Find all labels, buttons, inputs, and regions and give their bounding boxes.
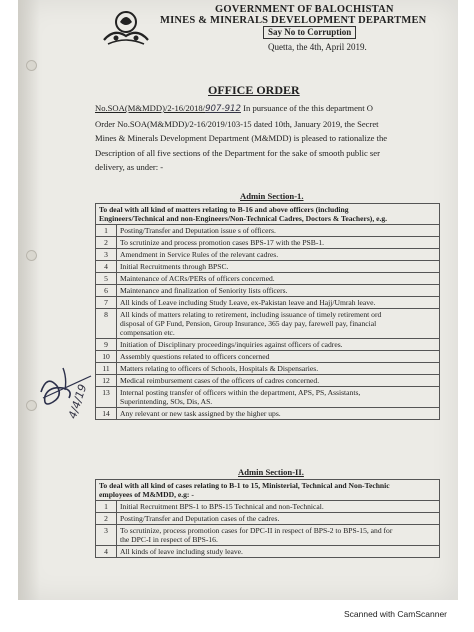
table-row: [96, 339, 440, 351]
row-description: [117, 546, 440, 558]
page-edge-shadow: [18, 0, 40, 600]
row-number: 6: [96, 285, 117, 297]
table-row: [96, 351, 440, 363]
table-header-line: employees of M&MDD, e.g: -: [99, 490, 194, 499]
order-body-line: delivery, as under: -: [95, 162, 164, 173]
row-number: 8: [96, 309, 117, 339]
row-description-line: the DPC-I in respect of BPS-16.: [120, 535, 218, 544]
row-description: [117, 339, 440, 351]
row-description: [117, 285, 440, 297]
handwritten-initials-signature: [33, 362, 103, 432]
table-row: [96, 273, 440, 285]
row-number: 12: [96, 375, 117, 387]
scanner-footer: Scanned with CamScanner: [344, 609, 448, 619]
row-number: 14: [96, 408, 117, 420]
row-number: 1: [96, 225, 117, 237]
row-description-line: Initial Recruitment BPS-1 to BPS-15 Technical and non-Technical.: [120, 502, 324, 511]
row-description: [117, 261, 440, 273]
row-description-line: Medical reimbursement cases of the officers of cadres concerned.: [120, 376, 320, 385]
handwritten-reference: 907-912: [205, 104, 241, 114]
section2-table: [95, 479, 440, 558]
row-number: 4: [96, 261, 117, 273]
row-description-line: Assembly questions related to officers concerned: [120, 352, 270, 361]
table-header-cell: [96, 204, 440, 225]
table-row: [96, 249, 440, 261]
reference-number: No.SOA(M&MDD)/2-16/2018/: [95, 103, 206, 113]
letterhead-line1: GOVERNMENT OF BALOCHISTAN: [215, 4, 394, 15]
table-header-row: [96, 204, 440, 225]
row-description: [117, 363, 440, 375]
table-header-line: Engineers/Technical and non-Engineers/Non-Technical Cadres, Doctors & Teachers), e.g.: [99, 214, 388, 223]
table-row: [96, 225, 440, 237]
row-description-line: Maintenance and finalization of Seniority lists officers.: [120, 286, 288, 295]
row-number: 11: [96, 363, 117, 375]
row-description: [117, 513, 440, 525]
row-description: [117, 273, 440, 285]
table-header-cell: [96, 480, 440, 501]
row-description-line: Posting/Transfer and Deputation issue s of officers.: [120, 226, 276, 235]
row-description: [117, 387, 440, 408]
row-description-line: To scrutinize and process promotion cases BPS-17 with the PSB-1.: [120, 238, 325, 247]
section1-title: Admin Section-1.: [240, 191, 304, 201]
row-number: 1: [96, 501, 117, 513]
row-description-line: To scrutinize, process promotion cases for DPC-II in respect of BPS-2 to BPS-15, and for: [120, 526, 393, 535]
table-row: [96, 501, 440, 513]
row-number: 5: [96, 273, 117, 285]
row-number: 2: [96, 237, 117, 249]
table-row: [96, 285, 440, 297]
table-header-line: To deal with all kind of cases relating to B-1 to 15, Ministerial, Technical and Non-Technic: [99, 481, 390, 490]
row-description: [117, 309, 440, 339]
row-description-line: Posting/Transfer and Deputation cases of the cadres.: [120, 514, 280, 523]
row-description: [117, 408, 440, 420]
row-description: [117, 351, 440, 363]
table-row: [96, 546, 440, 558]
section1-table: [95, 203, 440, 420]
table-row: [96, 387, 440, 408]
table-row: [96, 375, 440, 387]
table-row: [96, 237, 440, 249]
table-row: [96, 363, 440, 375]
table-row: [96, 261, 440, 273]
order-body: [95, 101, 435, 175]
row-description-line: All kinds of leave including study leave.: [120, 547, 243, 556]
row-description: [117, 249, 440, 261]
row-description: [117, 375, 440, 387]
row-description: [117, 225, 440, 237]
table-row: [96, 297, 440, 309]
row-number: 10: [96, 351, 117, 363]
row-description-line: Matters relating to officers of Schools, Hospitals & Dispensaries.: [120, 364, 319, 373]
punch-hole: [26, 60, 37, 71]
row-number: 2: [96, 513, 117, 525]
table-header-line: To deal with all kind of matters relating to B-16 and above officers (including: [99, 205, 349, 214]
row-number: 4: [96, 546, 117, 558]
letterhead-line2: MINES & MINERALS DEVELOPMENT DEPARTMEN: [160, 15, 427, 26]
row-description: [117, 237, 440, 249]
punch-hole: [26, 250, 37, 261]
row-description-line: All kinds of matters relating to retirement, including issuance of timely retirement ord: [120, 310, 382, 319]
row-description-line: Maintenance of ACRs/PERs of officers concerned.: [120, 274, 275, 283]
row-number: 7: [96, 297, 117, 309]
row-description: [117, 525, 440, 546]
letterhead: [160, 4, 450, 26]
slogan-box: Say No to Corruption: [263, 26, 356, 39]
row-description-line: Internal posting transfer of officers within the department, APS, PS, Assistants,: [120, 388, 361, 397]
row-description-line: Amendment in Service Rules of the relevant cadres.: [120, 250, 279, 259]
row-description-line: Initiation of Disciplinary proceedings/inquiries against officers of cadres.: [120, 340, 343, 349]
row-description-line: All kinds of Leave including Study Leave, ex-Pakistan leave and Hajj/Umrah leave.: [120, 298, 376, 307]
row-description: [117, 501, 440, 513]
row-number: 3: [96, 525, 117, 546]
row-description-line: compensation etc.: [120, 328, 175, 337]
order-title: OFFICE ORDER: [208, 83, 300, 97]
order-body-line: Mines & Minerals Development Department (M&MDD) is pleased to rationalize the: [95, 133, 388, 144]
row-number: 9: [96, 339, 117, 351]
row-number: 3: [96, 249, 117, 261]
order-body-line: Order No.SOA(M&MDD)/2-16/2019/103-15 dated 10th, January 2019, the Secret: [95, 118, 379, 129]
order-body-text: In pursuance of the this department O: [240, 103, 373, 113]
table-row: [96, 525, 440, 546]
section2-title: Admin Section-II.: [238, 467, 304, 477]
table-header-row: [96, 480, 440, 501]
table-row: [96, 408, 440, 420]
order-body-line: [95, 101, 435, 117]
row-description: [117, 297, 440, 309]
order-date: Quetta, the 4th, April 2019.: [268, 42, 367, 52]
row-description-line: Superintending, SOs, Dis, AS.: [120, 397, 213, 406]
order-body-line: Description of all five sections of the Department for the sake of smooth public ser: [95, 147, 380, 158]
handwritten-date: 4/4/19: [66, 382, 90, 421]
row-description-line: Any relevant or new task assigned by the higher ups.: [120, 409, 281, 418]
table-row: [96, 309, 440, 339]
row-description-line: Initial Recruitments through BPSC.: [120, 262, 229, 271]
government-seal-logo: [100, 8, 152, 48]
row-number: 13: [96, 387, 117, 408]
row-description-line: disposal of GP Fund, Pension, Group Insurance, 365 day pay, farewell pay, financial: [120, 319, 377, 328]
table-row: [96, 513, 440, 525]
